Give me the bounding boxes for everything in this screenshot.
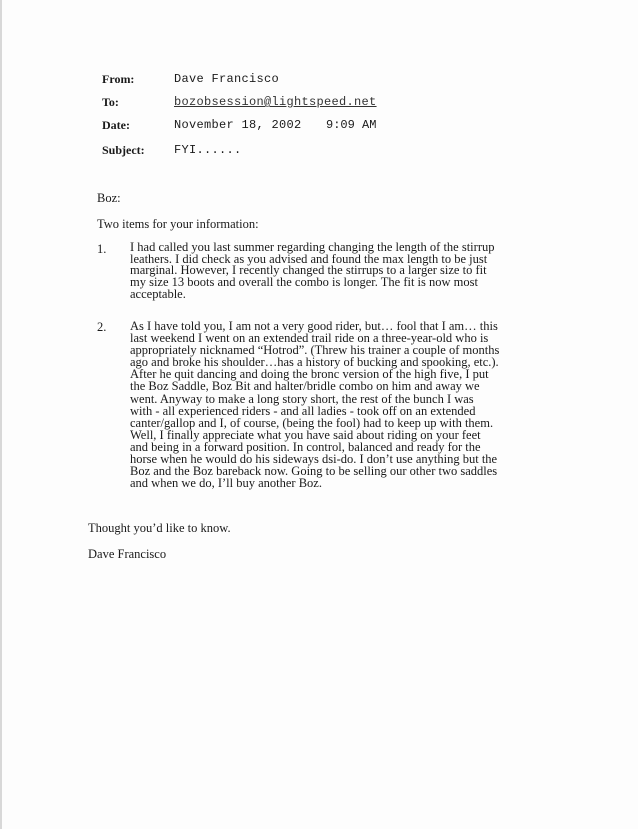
text-line: canter/gallop and I, of course, (being the fool) had to keep up with them. [130, 415, 494, 430]
scan-edge [0, 0, 2, 829]
item-text [130, 242, 550, 300]
greeting: Boz: [97, 191, 121, 205]
date-label: Date: [102, 118, 130, 132]
intro-line: Two items for your information: [97, 217, 259, 231]
item-text [130, 320, 550, 489]
text-line: acceptable. [130, 286, 186, 301]
text-line: I had called you last summer regarding changing the length of the stirrup [130, 240, 495, 254]
text-line: went. Anyway to make a long story short, the rest of the bunch I was [130, 391, 474, 406]
subject-value: FYI...... [174, 143, 242, 157]
text-line: and being in a forward position. In control, balanced and ready for the [130, 439, 481, 454]
subject-label: Subject: [102, 143, 145, 157]
text-line: After he quit dancing and doing the bronc version of the high five, I put [130, 367, 489, 382]
text-line: appropriately nicknamed “Hotrod”. (Threw his trainer a couple of months [130, 343, 500, 358]
text-line: my size 13 boots and overall the combo is longer. The fit is now most [130, 275, 478, 290]
text-line: and when we do, I’ll buy another Boz. [130, 476, 322, 491]
text-line: Well, I finally appreciate what you have said about riding on your feet [130, 427, 481, 442]
item-number: 2. [97, 320, 107, 334]
text-line: marginal. However, I recently changed the stirrups to a larger size to fit [130, 263, 487, 278]
text-line: with - all experienced riders - and all ladies - took off on an extended [130, 403, 476, 418]
item-number: 1. [97, 242, 107, 256]
text-line: leathers. I did check as you advised and found the max length to be just [130, 251, 488, 266]
text-line: last weekend I went on an extended trail ride on a three-year-old who is [130, 331, 489, 346]
text-line: Boz and the Boz bareback now. Going to be selling our other two saddles [130, 464, 498, 479]
date-value: November 18, 2002 [174, 118, 302, 132]
to-label: To: [102, 95, 119, 109]
text-line: As I have told you, I am not a very good rider, but… fool that I am… this [130, 319, 498, 333]
text-line: the Boz Saddle, Boz Bit and halter/bridle combo on him and away we [130, 379, 480, 394]
text-line: ago and broke his shoulder…has a history of bucking and spooking, etc.). [130, 355, 499, 370]
text-line: horse when he would do his sideways dsi-do. I don’t use anything but the [130, 452, 498, 467]
closing-line: Thought you’d like to know. [88, 521, 231, 535]
from-label: From: [102, 72, 135, 86]
time-value: 9:09 AM [326, 118, 377, 132]
from-value: Dave Francisco [174, 72, 280, 86]
signature: Dave Francisco [88, 547, 167, 561]
to-email-link[interactable]: bozobsession@lightspeed.net [174, 95, 377, 109]
